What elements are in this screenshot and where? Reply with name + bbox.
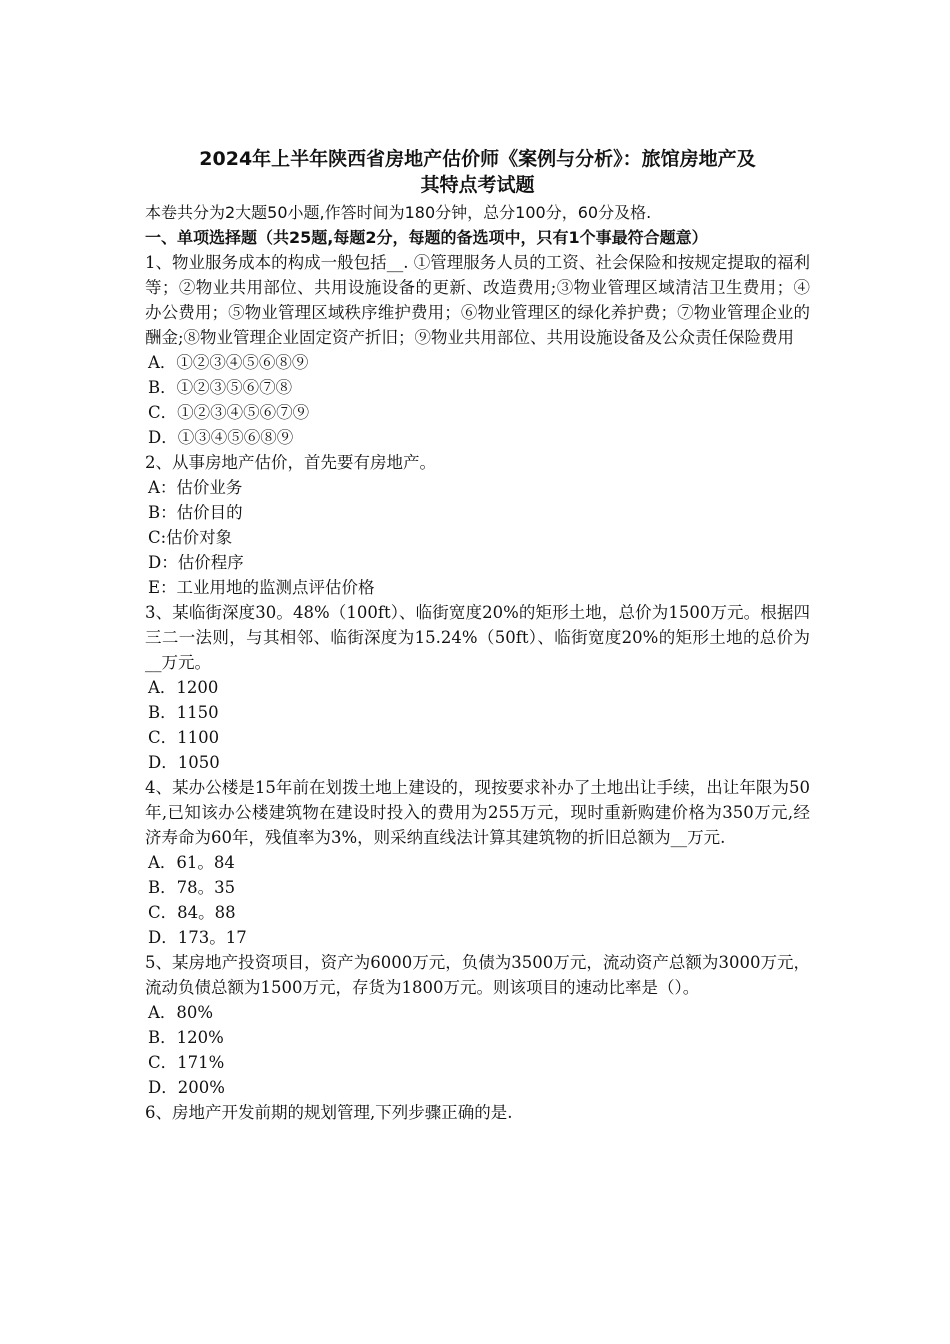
option-b: B．①②③⑤⑥⑦⑧ [148, 378, 293, 397]
question-text: 5、某房地产投资项目，资产为6000万元，负债为3500万元，流动资产总额为3000万元，流动负债总额为1500万元，存货为1800万元。则该项目的速动比率是（）。 [145, 953, 810, 997]
option-d: D．1050 [148, 753, 220, 772]
option-d: D．①③④⑤⑥⑧⑨ [148, 428, 294, 447]
option-b: B．78。35 [148, 878, 236, 897]
option-c: C:估价对象 [148, 528, 233, 547]
question-5 [145, 950, 810, 1100]
question-1 [145, 250, 810, 450]
option-e: E：工业用地的监测点评估价格 [148, 578, 375, 597]
option-c: C．1100 [148, 728, 220, 747]
option-a: A．61。84 [148, 853, 235, 872]
question-text: 1、物业服务成本的构成一般包括__. ①管理服务人员的工资、社会保险和按规定提取的福利等；②物业共用部位、共用设施设备的更新、改造费用;③物业管理区域清洁卫生费用；④办公费用；⑤物业管理区域秩序维护费用；⑥物业管理区的绿化养护费；⑦物业管理企业的酬金;⑧物业管理企业固定资产折旧；⑨物业共用部位、共用设施设备及公众责任保险费用 [145, 253, 810, 347]
option-b: B．120% [148, 1028, 224, 1047]
option-b: B：估价目的 [148, 503, 243, 522]
question-6 [145, 1100, 810, 1125]
question-text: 4、某办公楼是15年前在划拨土地上建设的，现按要求补办了土地出让手续，出让年限为50年,已知该办公楼建筑物在建设时投入的费用为255万元，现时重新购建价格为350万元,经济寿命为60年，残值率为3%，则采纳直线法计算其建筑物的折旧总额为__万元. [145, 778, 810, 847]
question-text: 6、房地产开发前期的规划管理,下列步骤正确的是. [145, 1103, 513, 1122]
option-c: C．①②③④⑤⑥⑦⑨ [148, 403, 310, 422]
question-text: 2、从事房地产估价，首先要有房地产。 [145, 453, 436, 472]
option-c: C．171% [148, 1053, 225, 1072]
question-3 [145, 600, 810, 775]
title-line-1: 2024年上半年陕西省房地产估价师《案例与分析》：旅馆房地产及 [199, 148, 756, 170]
option-c: C．84。88 [148, 903, 236, 922]
title-line-2: 其特点考试题 [420, 174, 535, 196]
option-a: A．1200 [148, 678, 219, 697]
option-d: D：估价程序 [148, 553, 244, 572]
option-d: D．200% [148, 1078, 225, 1097]
question-text: 3、某临街深度30。48%（100ft）、临街宽度20%的矩形土地，总价为1500万元。根据四三二一法则，与其相邻、临街深度为15.24%（50ft）、临街宽度20%的矩形土地的总价为__万元。 [145, 603, 810, 672]
option-b: B．1150 [148, 703, 219, 722]
document-title [145, 146, 810, 198]
document-page [145, 146, 810, 1125]
section-heading: 一、单项选择题（共25题,每题2分，每题的备选项中，只有1个事最符合题意） [145, 228, 708, 247]
option-a: A．①②③④⑤⑥⑧⑨ [148, 353, 309, 372]
exam-intro: 本卷共分为2大题50小题,作答时间为180分钟，总分100分，60分及格. [145, 203, 652, 222]
option-a: A．80% [148, 1003, 214, 1022]
option-d: D．173。17 [148, 928, 247, 947]
option-a: A：估价业务 [148, 478, 243, 497]
question-2 [145, 450, 810, 600]
question-4 [145, 775, 810, 950]
